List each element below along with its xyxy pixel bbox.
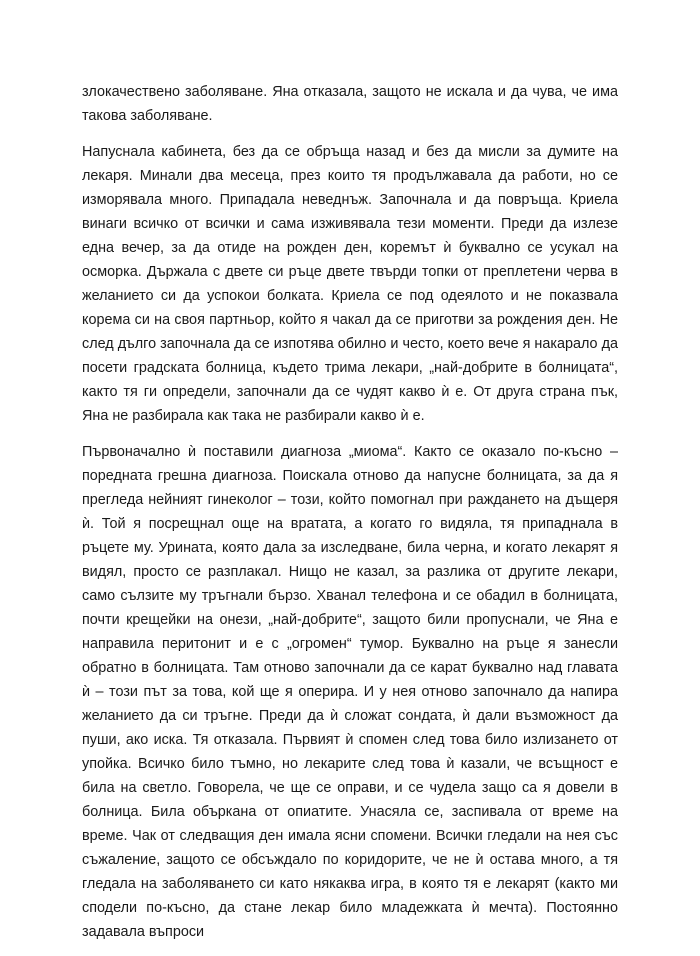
- paragraph-1: злокачествено заболяване. Яна отказала, защото не искала и да чува, че има такова заболяване.: [82, 84, 618, 124]
- paragraph-3: Първоначално ѝ поставили диагноза „миома“. Както се оказало по-късно – поредната грешна диагноза. Поискала отново да напусне болницата, за да я прегледа нейният гинеколог – този, който помогнал при раждането на дъщеря ѝ. Той я посрещнал още на вратата, а когато го видяла, тя припаднала в ръцете му. Урината, която дала за изследване, била черна, и когато лекарят я видял, просто се разплакал. Нищо не казал, за разлика от другите лекари, само сълзите му тръгнали бързо. Хванал телефона и се обадил в болницата, почти крещейки на онези, „най-добрите“, защото били пропуснали, че Яна е направила перитонит и е с „огромен“ тумор. Буквално на ръце я занесли обратно в болницата. Там отново започнали да се карат буквално над главата ѝ – този път за това, кой ще я оперира. И у нея отново започнало да напира желанието да си тръгне. Преди да ѝ сложат сондата, ѝ дали възможност да пуши, ако иска. Тя отказала. Първият ѝ спомен след това било излизането от упойка. Всичко било тъмно, но лекарите след това ѝ казали, че всъщност е била на светло. Говорела, че ще се оправи, и се чудела защо са я довели в болница. Била объркана от опиатите. Унасяла се, заспивала от време на време. Чак от следващия ден имала ясни спомени. Всички гледали на нея със съжаление, защото се обсъждало по коридорите, че не ѝ остава много, а тя гледала на заболяването си като някаква игра, в която тя е лекарят (както ми сподели по-късно, да стане лекар било младежката ѝ мечта). Постоянно задавала въпроси: [82, 444, 618, 940]
- document-page: [82, 80, 618, 956]
- paragraph-2: Напуснала кабинета, без да се обръща назад и без да мисли за думите на лекаря. Минали два месеца, през които тя продължавала да работи, но се изморявала много. Припадала неведнъж. Започнала и да повръща. Криела винаги всичко от всички и сама изживявала тези моменти. Преди да излезе една вечер, за да отиде на рожден ден, коремът ѝ буквално се усукал на осморка. Държала с двете си ръце двете твърди топки от преплетени черва в желанието си да успокои болката. Криела се под одеялото и не показвала корема си на своя партньор, който я чакал да се приготви за рождения ден. Не след дълго започнала да се изпотява обилно и често, което вече я накарало да посети градската болница, където трима лекари, „най-добрите в болницата“, както тя ги определи, започнали да се чудят какво ѝ е. От друга страна пък, Яна не разбирала как така не разбирали какво ѝ е.: [82, 144, 618, 424]
